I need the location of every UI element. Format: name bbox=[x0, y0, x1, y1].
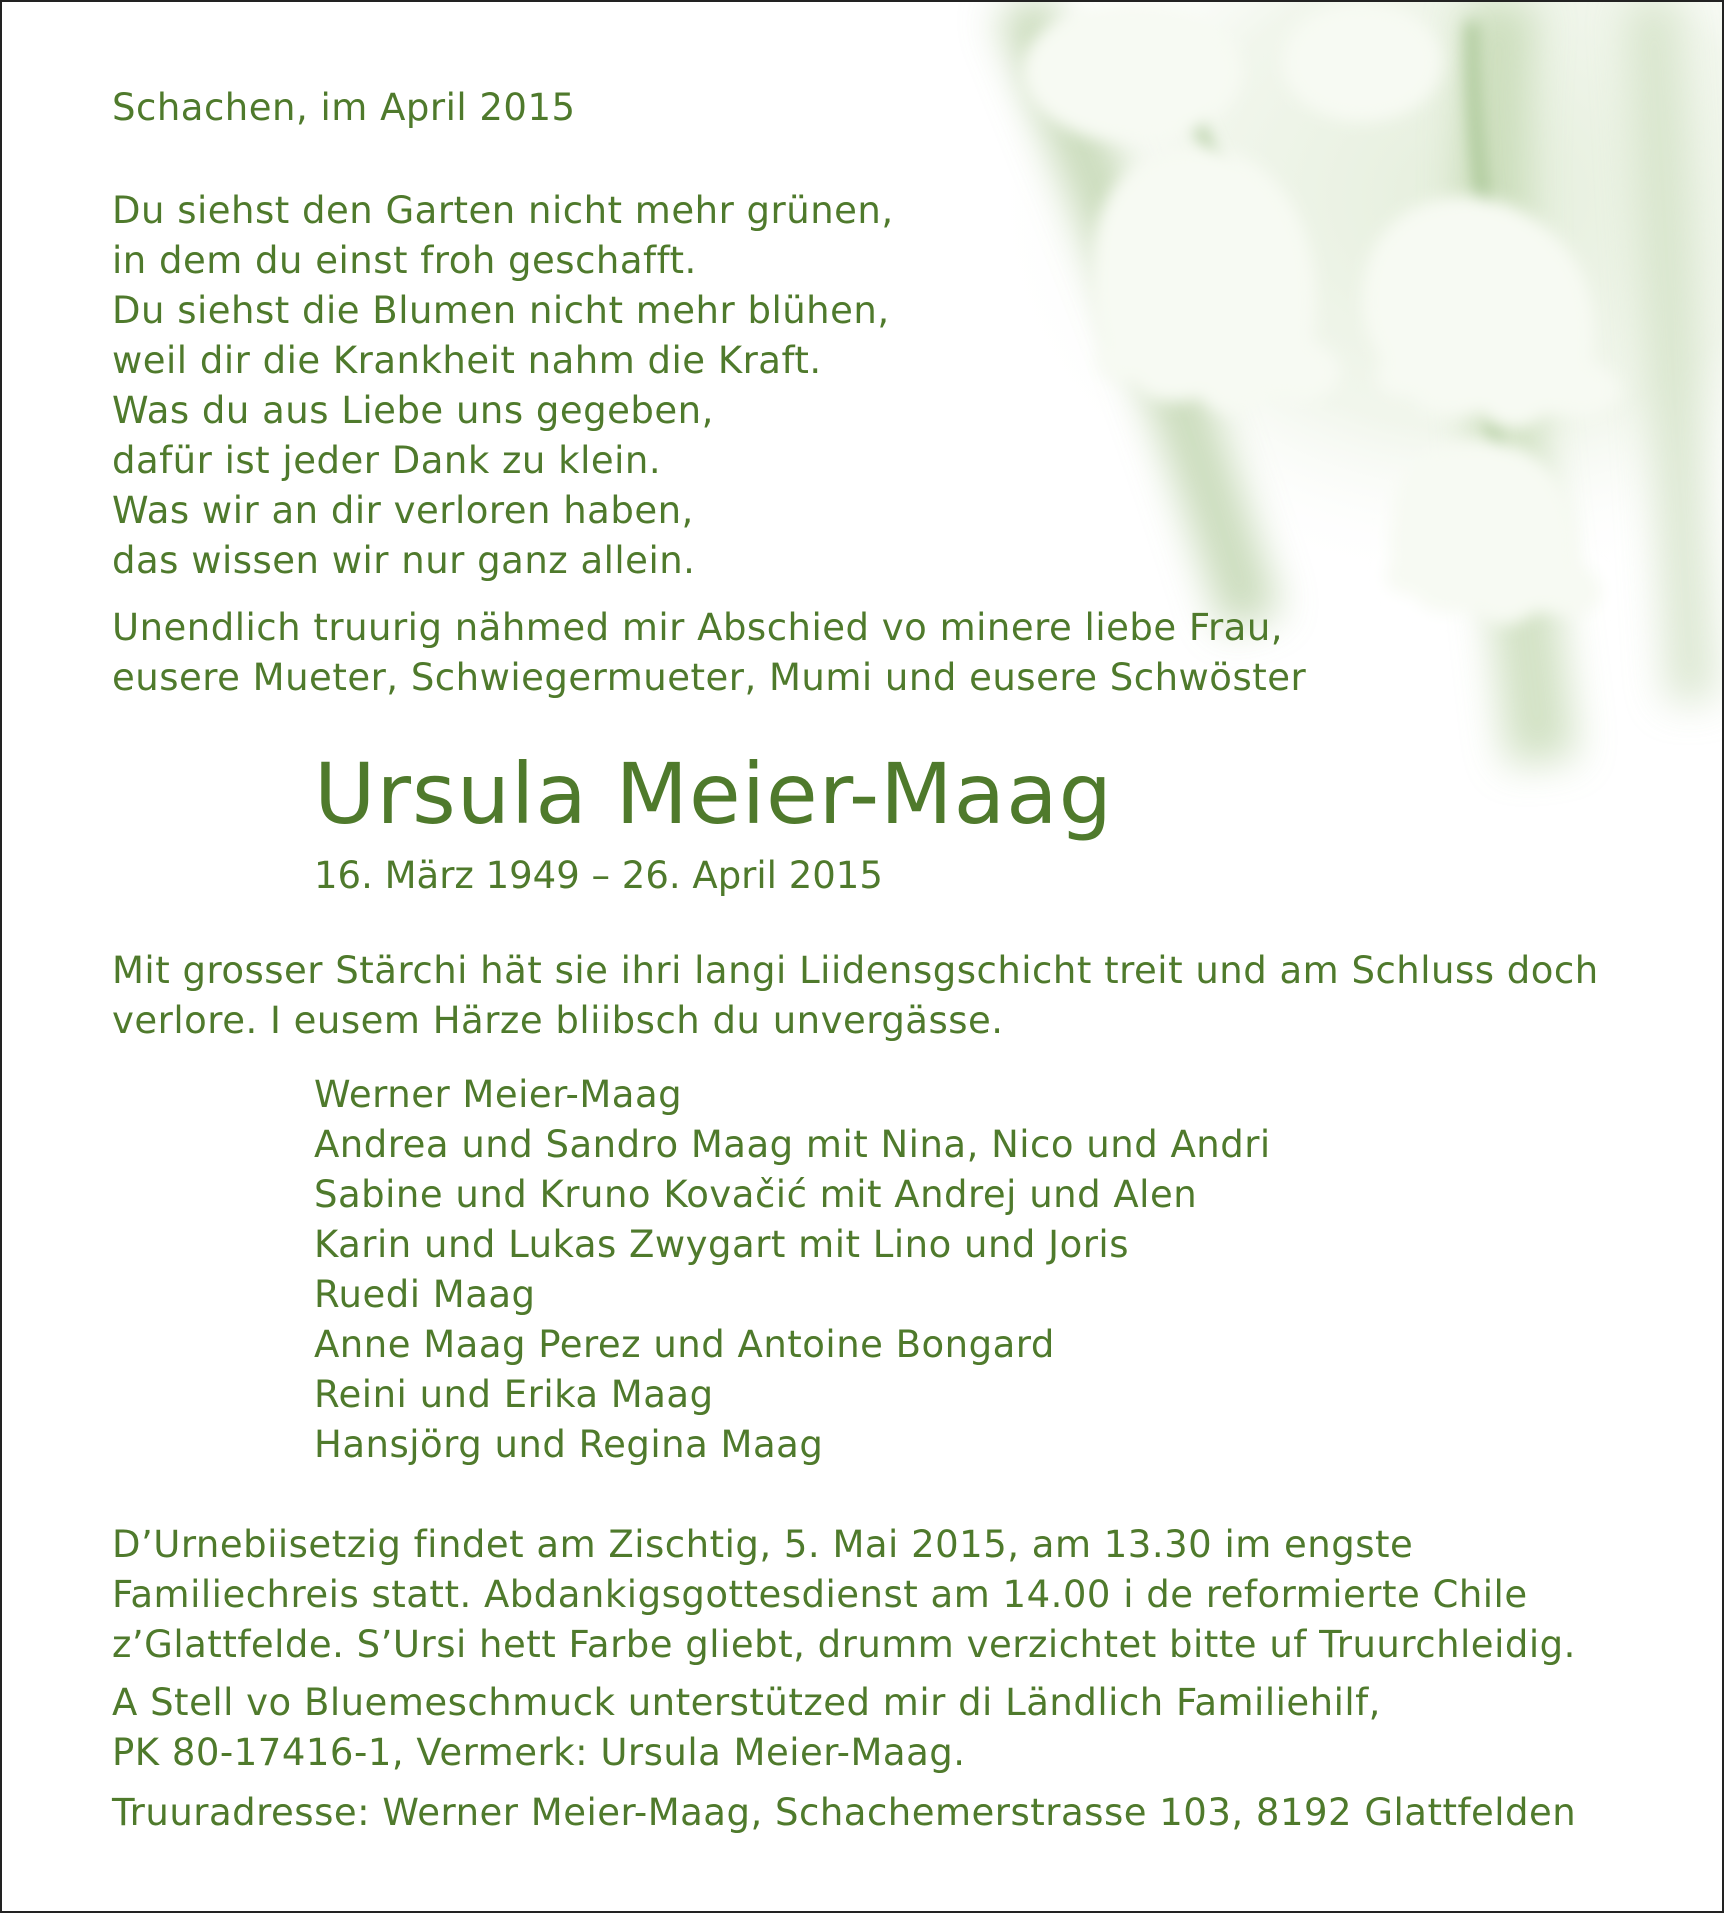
mourner: Anne Maag Perez und Antoine Bongard bbox=[314, 1323, 1055, 1366]
donation-line: A Stell vo Bluemeschmuck unterstützed mir di Ländlich Familiehilf, bbox=[112, 1681, 1381, 1724]
poem-line: dafür ist jeder Dank zu klein. bbox=[112, 439, 662, 482]
mourner: Andrea und Sandro Maag mit Nina, Nico und Andri bbox=[314, 1123, 1271, 1166]
poem-line: Was du aus Liebe uns gegeben, bbox=[112, 389, 714, 432]
funeral-line: Familiechreis statt. Abdankigsgottesdienst am 14.00 i de reformierte Chile bbox=[112, 1573, 1528, 1616]
mourner: Hansjörg und Regina Maag bbox=[314, 1423, 824, 1466]
intro-line: Unendlich truurig nähmed mir Abschied vo minere liebe Frau, bbox=[112, 606, 1284, 649]
mourners-list bbox=[314, 1070, 1271, 1470]
funeral-notice bbox=[112, 1520, 1576, 1670]
funeral-line: D’Urnebiisetzig findet am Zischtig, 5. Mai 2015, am 13.30 im engste bbox=[112, 1523, 1414, 1566]
poem-line: das wissen wir nur ganz allein. bbox=[112, 539, 696, 582]
poem-line: Was wir an dir verloren haben, bbox=[112, 489, 694, 532]
poem-line: Du siehst den Garten nicht mehr grünen, bbox=[112, 189, 894, 232]
life-dates: 16. März 1949 – 26. April 2015 bbox=[314, 854, 883, 897]
intro bbox=[112, 603, 1306, 703]
poem-line: in dem du einst froh geschafft. bbox=[112, 239, 697, 282]
place-date: Schachen, im April 2015 bbox=[112, 86, 576, 129]
tribute bbox=[112, 946, 1599, 1046]
poem bbox=[112, 186, 894, 586]
mourner: Werner Meier-Maag bbox=[314, 1073, 683, 1116]
donation-notice bbox=[112, 1678, 1381, 1778]
tribute-line: Mit grosser Stärchi hät sie ihri langi Liidensgschicht treit und am Schluss doch bbox=[112, 949, 1599, 992]
mourner: Sabine und Kruno Kovačić mit Andrej und Alen bbox=[314, 1173, 1198, 1216]
tribute-line: verlore. I eusem Härze bliibsch du unvergässe. bbox=[112, 999, 1004, 1042]
poem-line: Du siehst die Blumen nicht mehr blühen, bbox=[112, 289, 890, 332]
deceased-name: Ursula Meier-Maag bbox=[314, 745, 1113, 843]
mourning-address: Truuradresse: Werner Meier-Maag, Schachemerstrasse 103, 8192 Glattfelden bbox=[112, 1791, 1577, 1834]
funeral-line: z’Glattfelde. S’Ursi hett Farbe gliebt, drumm verzichtet bitte uf Truurchleidig. bbox=[112, 1623, 1576, 1666]
poem-line: weil dir die Krankheit nahm die Kraft. bbox=[112, 339, 822, 382]
mourner: Ruedi Maag bbox=[314, 1273, 536, 1316]
mourner: Reini und Erika Maag bbox=[314, 1373, 714, 1416]
mourner: Karin und Lukas Zwygart mit Lino und Joris bbox=[314, 1223, 1129, 1266]
donation-line: PK 80-17416-1, Vermerk: Ursula Meier-Maag. bbox=[112, 1731, 966, 1774]
intro-line: eusere Mueter, Schwiegermueter, Mumi und eusere Schwöster bbox=[112, 656, 1307, 699]
